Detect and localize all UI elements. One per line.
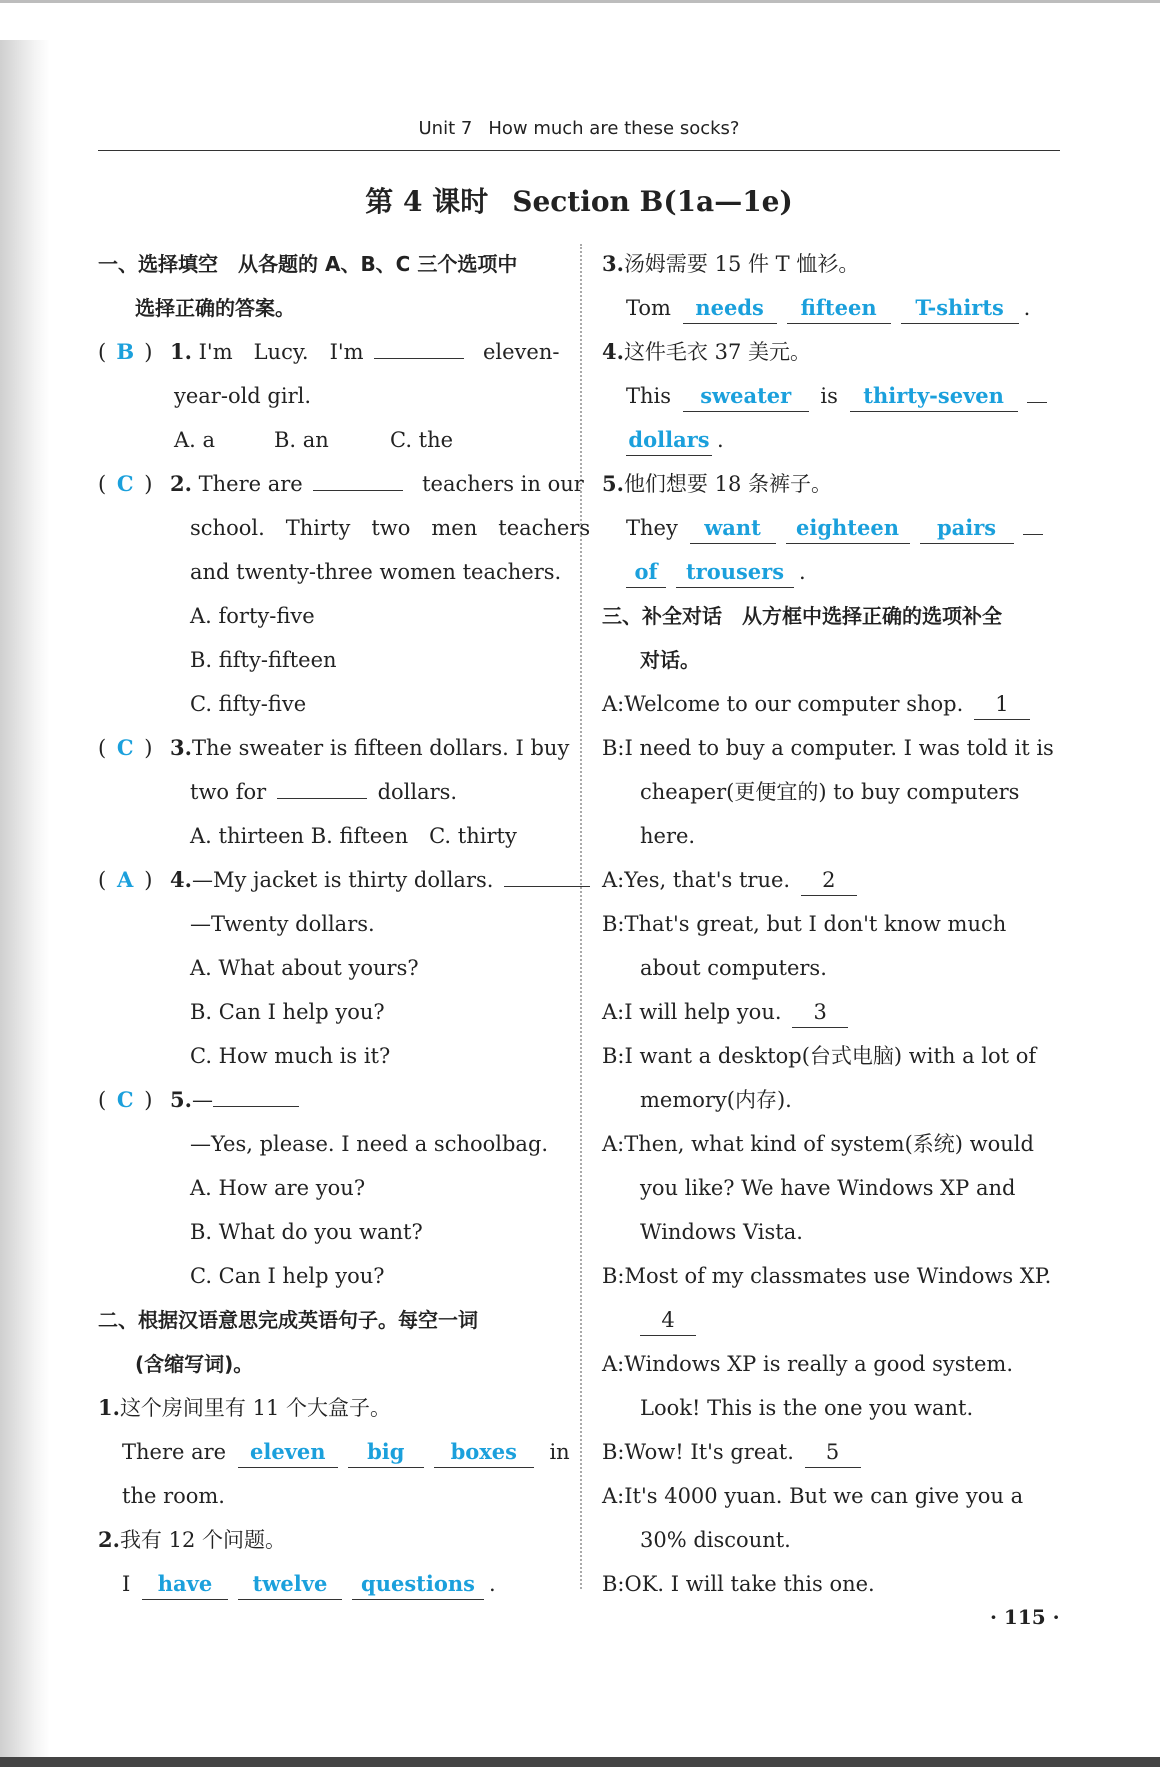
question-5: ( C ) 5.— <box>98 1078 558 1122</box>
dialog-line: B:Most of my classmates use Windows XP. <box>602 1264 1052 1288</box>
fill-answer[interactable]: eleven <box>238 1437 338 1468</box>
header-title: How much are these socks? <box>488 118 740 139</box>
question-3: ( C ) 3.The sweater is fifteen dollars. I buy <box>98 726 558 770</box>
dialog-line: B:I want a desktop(台式电脑) with a lot of <box>602 1044 1037 1068</box>
part2-heading: 二、根据汉语意思完成英语句子。每空一词 <box>98 1308 478 1332</box>
answer-blank[interactable] <box>374 330 464 359</box>
bottom-edge <box>0 1757 1160 1767</box>
dialog-blank[interactable]: 3 <box>792 997 848 1028</box>
sentence-1-cn: 1.这个房间里有 11 个大盒子。 <box>98 1395 392 1420</box>
dialog-blank[interactable]: 2 <box>801 865 857 896</box>
fill-answer[interactable]: have <box>142 1569 228 1600</box>
fill-answer[interactable]: twelve <box>238 1569 342 1600</box>
running-header <box>98 118 1060 151</box>
question-4: ( A ) 4.—My jacket is thirty dollars. <box>98 858 558 902</box>
sentence-5-cn: 5.他们想要 18 条裤子。 <box>602 471 833 496</box>
part1-heading: 一、选择填空 从各题的 A、B、C 三个选项中 <box>98 252 518 276</box>
answer-blank[interactable] <box>313 462 403 491</box>
fill-answer[interactable]: T-shirts <box>901 293 1019 324</box>
sentence-4-cn: 4.这件毛衣 37 美元。 <box>602 339 812 364</box>
fill-answer[interactable]: boxes <box>434 1437 534 1468</box>
answer-4: A <box>117 867 134 892</box>
sentence-4-en-cont: dollars . <box>602 418 1060 462</box>
sentence-3-en: Tom needs fifteen T-shirts . <box>602 286 1060 330</box>
sentence-1-en: There are eleven big boxes in <box>98 1430 558 1474</box>
answer-2: C <box>116 471 134 496</box>
dialog-line: A:Yes, that's true. 2 <box>602 858 1060 902</box>
answer-blank[interactable] <box>277 770 367 799</box>
sentence-5-en: They want eighteen pairs <box>602 506 1060 550</box>
right-column: 3.汤姆需要 15 件 T 恤衫。 Tom needs fifteen T-shirts . 4.这件毛衣 37 美元。 This sweater is thirty-seven dollars . 5.他们想要 18 条裤子。 They want eighteen pairs of trousers . 三、补全对话 从方框中选择正确的选项补全 对话。 A:Welcome to our computer shop. 1 B:I need to buy a computer. I was told it is cheaper(更便宜的) to buy computers here. A:Yes, that's true. 2 B:That's great, but I don't know much about computers. A:I will help you. 3 B:I want a desktop(台式电脑) with a lot of memory(内存). A:Then, what kind of system(系统) would you like? We have Windows XP and Windows Vista. B:Most of my classmates use Windows XP. 4 A:Windows XP is really a good system. Look! This is the one you want. B:Wow! It's great. 5 A:It's 4000 yuan. But we can give you a 30% discount. B:OK. I will take this one. <box>602 242 1060 1606</box>
dialog-blank[interactable]: 5 <box>805 1437 861 1468</box>
dialog-blank-line <box>602 1298 1060 1342</box>
part3-heading-cont: 对话。 <box>640 648 700 672</box>
answer-1: B <box>116 339 135 364</box>
dialog-line: A:Then, what kind of system(系统) would <box>602 1132 1034 1156</box>
dialog-line: A:Welcome to our computer shop. 1 <box>602 682 1060 726</box>
sentence-2-en: I have twelve questions . <box>98 1562 558 1606</box>
question-2: ( C ) 2. There are teachers in our <box>98 462 558 506</box>
left-column: 一、选择填空 从各题的 A、B、C 三个选项中 选择正确的答案。 ( B ) 1. I'm Lucy. I'm eleven- year-old girl. A. a B. an C. the ( C ) 2. There are teachers in our school. Thirty two men teachers and twenty-three women teachers. A. forty-five B. fifty-fifteen C. fifty-five ( C ) 3.The sweater is fifteen dollars. I buy two for dollars. A. thirteen B. fifteen C. thirty ( A ) 4.—My jacket is thirty dollars. —Twenty dollars. A. What about yours? B. Can I help you? C. How much is it? ( C ) 5.— —Yes, please. I need a schoolbag. A. How are you? B. What do you want? C. Can I help you? 二、根据汉语意思完成英语句子。每空一词 (含缩写词)。 1.这个房间里有 11 个大盒子。 There are eleven big boxes in the room. 2.我有 12 个问题。 I have twelve questions . <box>98 242 558 1606</box>
dialog-line: B:OK. I will take this one. <box>602 1572 875 1596</box>
part3-heading: 三、补全对话 从方框中选择正确的选项补全 <box>602 604 1002 628</box>
answer-5: C <box>116 1087 134 1112</box>
fill-answer[interactable]: trousers <box>676 557 794 588</box>
sentence-2-cn: 2.我有 12 个问题。 <box>98 1527 287 1552</box>
fill-answer[interactable]: big <box>348 1437 424 1468</box>
answer-3: C <box>116 735 134 760</box>
fill-answer[interactable]: fifteen <box>787 293 891 324</box>
fill-answer[interactable]: pairs <box>920 513 1014 544</box>
part2-heading-cont: (含缩写词)。 <box>135 1352 254 1376</box>
blank-continuation <box>1023 506 1043 535</box>
fill-answer[interactable]: questions <box>352 1569 484 1600</box>
fill-answer[interactable]: want <box>690 513 776 544</box>
dialog-line: A:Windows XP is really a good system. <box>602 1352 1014 1376</box>
top-edge <box>0 0 1160 3</box>
fill-answer[interactable]: dollars <box>626 425 712 456</box>
fill-answer[interactable]: needs <box>683 293 777 324</box>
fill-answer[interactable]: of <box>626 557 666 588</box>
column-divider <box>580 244 582 1589</box>
dialog-line: B:I need to buy a computer. I was told it is <box>602 736 1054 760</box>
lesson-title <box>98 180 1060 220</box>
part1-heading-cont: 选择正确的答案。 <box>135 296 295 320</box>
answer-blank[interactable] <box>213 1078 299 1107</box>
header-unit: Unit 7 <box>418 118 473 139</box>
dialog-line: A:It's 4000 yuan. But we can give you a <box>602 1484 1024 1508</box>
dialog-line: B:Wow! It's great. 5 <box>602 1430 1060 1474</box>
lesson-period: 第 4 课时 <box>365 185 489 218</box>
fill-answer[interactable]: eighteen <box>786 513 910 544</box>
sentence-5-en-cont: of trousers . <box>602 550 1060 594</box>
lesson-section: Section B(1a—1e) <box>512 185 793 218</box>
fill-answer[interactable]: thirty-seven <box>850 381 1018 412</box>
sentence-4-en: This sweater is thirty-seven <box>602 374 1060 418</box>
q3-cont: two for dollars. <box>98 770 558 814</box>
fill-answer[interactable]: sweater <box>683 381 809 412</box>
page-number: · 115 · <box>990 1605 1060 1629</box>
dialog-line: B:That's great, but I don't know much <box>602 912 1007 936</box>
dialog-blank[interactable]: 4 <box>640 1305 696 1336</box>
page-shadow <box>0 40 50 1767</box>
dialog-blank[interactable]: 1 <box>974 689 1030 720</box>
dialog-line: A:I will help you. 3 <box>602 990 1060 1034</box>
sentence-3-cn: 3.汤姆需要 15 件 T 恤衫。 <box>602 251 860 276</box>
answer-blank[interactable] <box>504 858 590 887</box>
q1-options: A. a B. an C. the <box>174 428 454 452</box>
blank-continuation <box>1027 374 1047 403</box>
question-1: ( B ) 1. I'm Lucy. I'm eleven- <box>98 330 558 374</box>
